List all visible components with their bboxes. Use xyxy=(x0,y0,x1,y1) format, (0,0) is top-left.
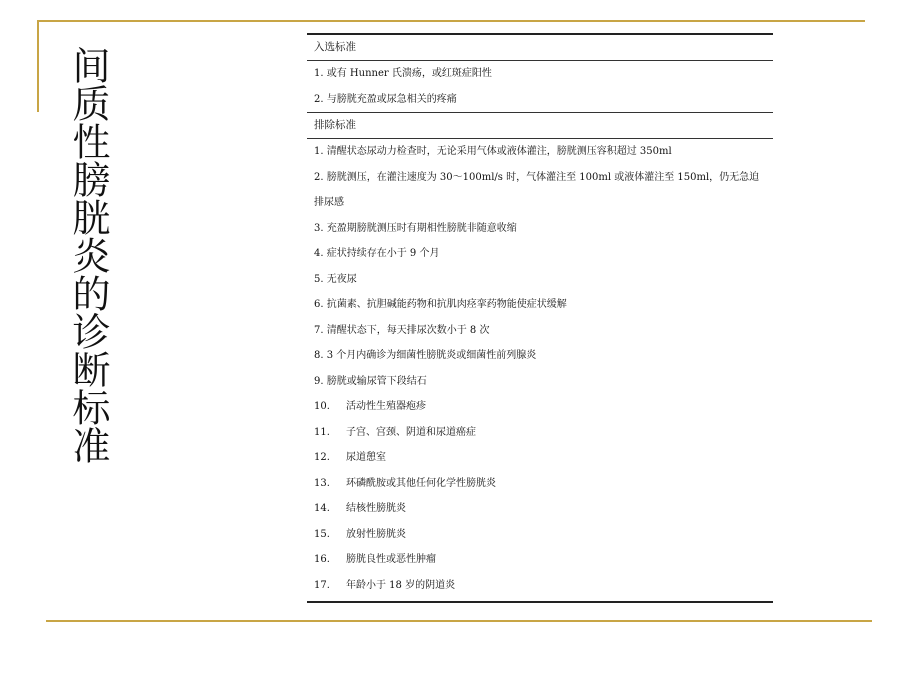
inclusion-header: 入选标准 xyxy=(314,41,356,53)
exclusion-item xyxy=(307,547,773,573)
item-text: 清醒状态下，每天排尿次数小于 8 次 xyxy=(326,324,490,336)
item-number: 12. xyxy=(314,452,330,463)
item-number: 1. xyxy=(314,146,324,157)
item-number: 16. xyxy=(314,554,330,565)
item-text: 或有 Hunner 氏溃疡，或红斑症阳性 xyxy=(326,68,492,79)
item-number: 10. xyxy=(314,401,330,412)
item-number: 13. xyxy=(314,477,330,489)
item-number: 17. xyxy=(314,579,330,591)
item-text: 子宫、宫颈、阴道和尿道癌症 xyxy=(346,426,476,438)
exclusion-item xyxy=(307,471,773,497)
exclusion-item xyxy=(307,139,773,165)
exclusion-item xyxy=(307,445,773,471)
exclusion-item xyxy=(307,318,773,344)
frame-top-line xyxy=(37,20,865,22)
exclusion-item xyxy=(307,241,773,267)
item-number: 2. xyxy=(314,93,324,105)
item-text: 与膀胱充盈或尿急相关的疼痛 xyxy=(326,93,457,105)
exclusion-item xyxy=(307,216,773,242)
item-text: 症状持续存在小于 9 个月 xyxy=(326,248,440,259)
item-text: 尿道憩室 xyxy=(346,452,386,463)
exclusion-header: 排除标准 xyxy=(314,119,356,131)
item-text: 充盈期膀胱测压时有期相性膀胱非随意收缩 xyxy=(326,222,517,234)
exclusion-item xyxy=(307,369,773,395)
exclusion-item xyxy=(307,573,773,599)
criteria-table xyxy=(307,33,773,603)
slide-title: 间质性膀胱炎的诊断标准 xyxy=(66,46,110,464)
item-number: 14. xyxy=(314,503,330,514)
exclusion-item xyxy=(307,292,773,318)
exclusion-item xyxy=(307,522,773,548)
item-text: 抗菌素、抗胆碱能药物和抗肌肉痉挛药物能使症状缓解 xyxy=(326,299,567,310)
item-text: 环磷酰胺或其他任何化学性膀胱炎 xyxy=(346,477,496,489)
exclusion-item xyxy=(307,496,773,522)
frame-left-line xyxy=(37,20,39,112)
item-text: 活动性生殖器疱疹 xyxy=(346,401,426,412)
item-number: 8. xyxy=(314,350,324,361)
exclusion-item xyxy=(307,267,773,293)
item-number: 4. xyxy=(314,248,324,259)
exclusion-item xyxy=(307,394,773,420)
inclusion-item xyxy=(307,87,773,113)
item-text: 放射性膀胱炎 xyxy=(346,528,406,540)
item-number: 15. xyxy=(314,528,330,540)
item-number: 2. xyxy=(314,171,324,183)
item-text: 膀胱测压，在灌注速度为 30～100ml/s 时，气体灌注至 100ml 或液体灌注至 150ml，仍无急迫排尿感 xyxy=(314,171,760,208)
item-text: 年龄小于 18 岁的阴道炎 xyxy=(346,579,456,591)
exclusion-item xyxy=(307,165,773,216)
item-number: 3. xyxy=(314,222,324,234)
item-text: 3 个月内确诊为细菌性膀胱炎或细菌性前列腺炎 xyxy=(326,350,537,361)
exclusion-item xyxy=(307,420,773,446)
item-text: 膀胱良性或恶性肿瘤 xyxy=(346,554,436,565)
frame-bottom-line xyxy=(46,620,872,622)
item-text: 清醒状态尿动力检查时，无论采用气体或液体灌注，膀胱测压容积超过 350ml xyxy=(326,146,672,157)
item-number: 5. xyxy=(314,273,324,285)
item-text: 无夜尿 xyxy=(326,273,357,285)
item-number: 11. xyxy=(314,426,330,438)
item-number: 1. xyxy=(314,68,324,79)
item-number: 6. xyxy=(314,299,324,310)
item-text: 膀胱或输尿管下段结石 xyxy=(326,375,427,387)
inclusion-item xyxy=(307,61,773,87)
item-text: 结核性膀胱炎 xyxy=(346,503,406,514)
exclusion-item xyxy=(307,343,773,369)
item-number: 9. xyxy=(314,375,324,387)
item-number: 7. xyxy=(314,324,324,336)
table-bottom-rule xyxy=(307,601,773,603)
